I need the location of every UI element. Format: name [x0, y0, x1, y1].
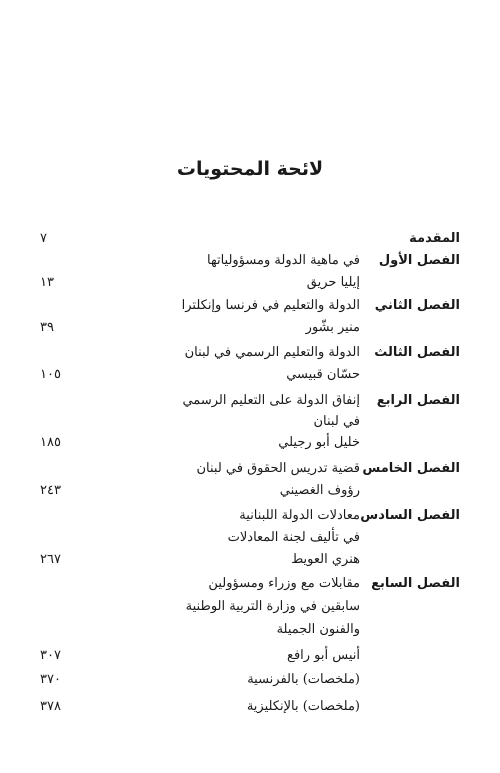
- toc-entry-author-6: [40, 549, 460, 571]
- toc-entry-chapter-7: [40, 573, 460, 595]
- toc-entry-summary-en: [40, 696, 460, 718]
- page-number: ١٣: [40, 275, 54, 290]
- chapter-title: الدولة والتعليم في فرنسا وإنكلترا: [181, 298, 360, 313]
- toc-entry-author-7: [40, 645, 460, 667]
- page-number: ٢٤٣: [40, 483, 61, 498]
- chapter-label: الفصل السادس: [360, 508, 460, 523]
- chapter-title: معادلات الدولة اللبنانية: [239, 508, 360, 523]
- toc-entry-author-3: [40, 364, 460, 386]
- author-name: منير بشّور: [305, 320, 360, 335]
- chapter-title-continued: سابقين في وزارة التربية الوطنية: [185, 599, 360, 614]
- toc-entry-author-5: [40, 480, 460, 502]
- toc-entry-author-4: [40, 432, 460, 454]
- toc-entry-chapter-2: [40, 295, 460, 317]
- summary-label: (ملخصات) بالإنكليزية: [246, 699, 360, 714]
- page-number: ٣٠٧: [40, 648, 61, 663]
- intro-label: المقدمة: [409, 231, 460, 246]
- author-name: حسّان قبيسي: [286, 367, 360, 382]
- toc-entry-intro: [40, 228, 460, 250]
- toc-entry-chapter-7-cont: [40, 596, 460, 618]
- author-name: رؤوف الغصيني: [279, 483, 360, 498]
- chapter-title-continued: والفنون الجميلة: [276, 622, 360, 637]
- chapter-label: الفصل الرابع: [376, 393, 460, 408]
- page-number: ٧: [40, 231, 47, 246]
- chapter-title: قضية تدريس الحقوق في لبنان: [196, 461, 360, 476]
- page-title: لائحة المحتويات: [176, 158, 324, 180]
- toc-entry-chapter-7-cont-2: [40, 619, 460, 641]
- page-number: ٢٦٧: [40, 552, 61, 567]
- author-name: خليل أبو رجيلي: [278, 435, 360, 450]
- toc-entry-chapter-3: [40, 342, 460, 364]
- toc-entry-chapter-1: [40, 250, 460, 272]
- chapter-title: في ماهية الدولة ومسؤولياتها: [207, 253, 360, 268]
- chapter-label: الفصل الثالث: [374, 345, 460, 360]
- toc-entry-chapter-4-cont: [40, 411, 460, 433]
- toc-entry-summary-fr: [40, 669, 460, 691]
- page-number: ١٠٥: [40, 367, 61, 382]
- chapter-title: إنفاق الدولة على التعليم الرسمي: [182, 393, 360, 408]
- summary-label: (ملخصات) بالفرنسية: [247, 672, 360, 687]
- toc-entry-chapter-4: [40, 390, 460, 412]
- page-number: ٣٧٨: [40, 699, 61, 714]
- chapter-label: الفصل الأول: [378, 253, 460, 268]
- page-number: ١٨٥: [40, 435, 61, 450]
- page-number: ٣٧٠: [40, 672, 61, 687]
- toc-entry-chapter-6-cont: [40, 527, 460, 549]
- chapter-title: مقابلات مع وزراء ومسؤولين: [208, 576, 360, 591]
- toc-entry-chapter-5: [40, 458, 460, 480]
- author-name: أنيس أبو رافع: [287, 648, 360, 663]
- toc-entry-author-1: [40, 272, 460, 294]
- chapter-title-continued: في تأليف لجنة المعادلات: [227, 530, 360, 545]
- author-name: هنري العويط: [291, 552, 360, 567]
- author-name: إيليا حريق: [306, 275, 360, 290]
- chapter-title-continued: في لبنان: [313, 414, 360, 429]
- toc-entry-author-2: [40, 317, 460, 339]
- chapter-label: الفصل الخامس: [362, 461, 460, 476]
- toc-entry-chapter-6: [40, 505, 460, 527]
- chapter-title: الدولة والتعليم الرسمي في لبنان: [184, 345, 360, 360]
- chapter-label: الفصل السابع: [371, 576, 460, 591]
- page-number: ٣٩: [40, 320, 54, 335]
- chapter-label: الفصل الثاني: [374, 298, 460, 313]
